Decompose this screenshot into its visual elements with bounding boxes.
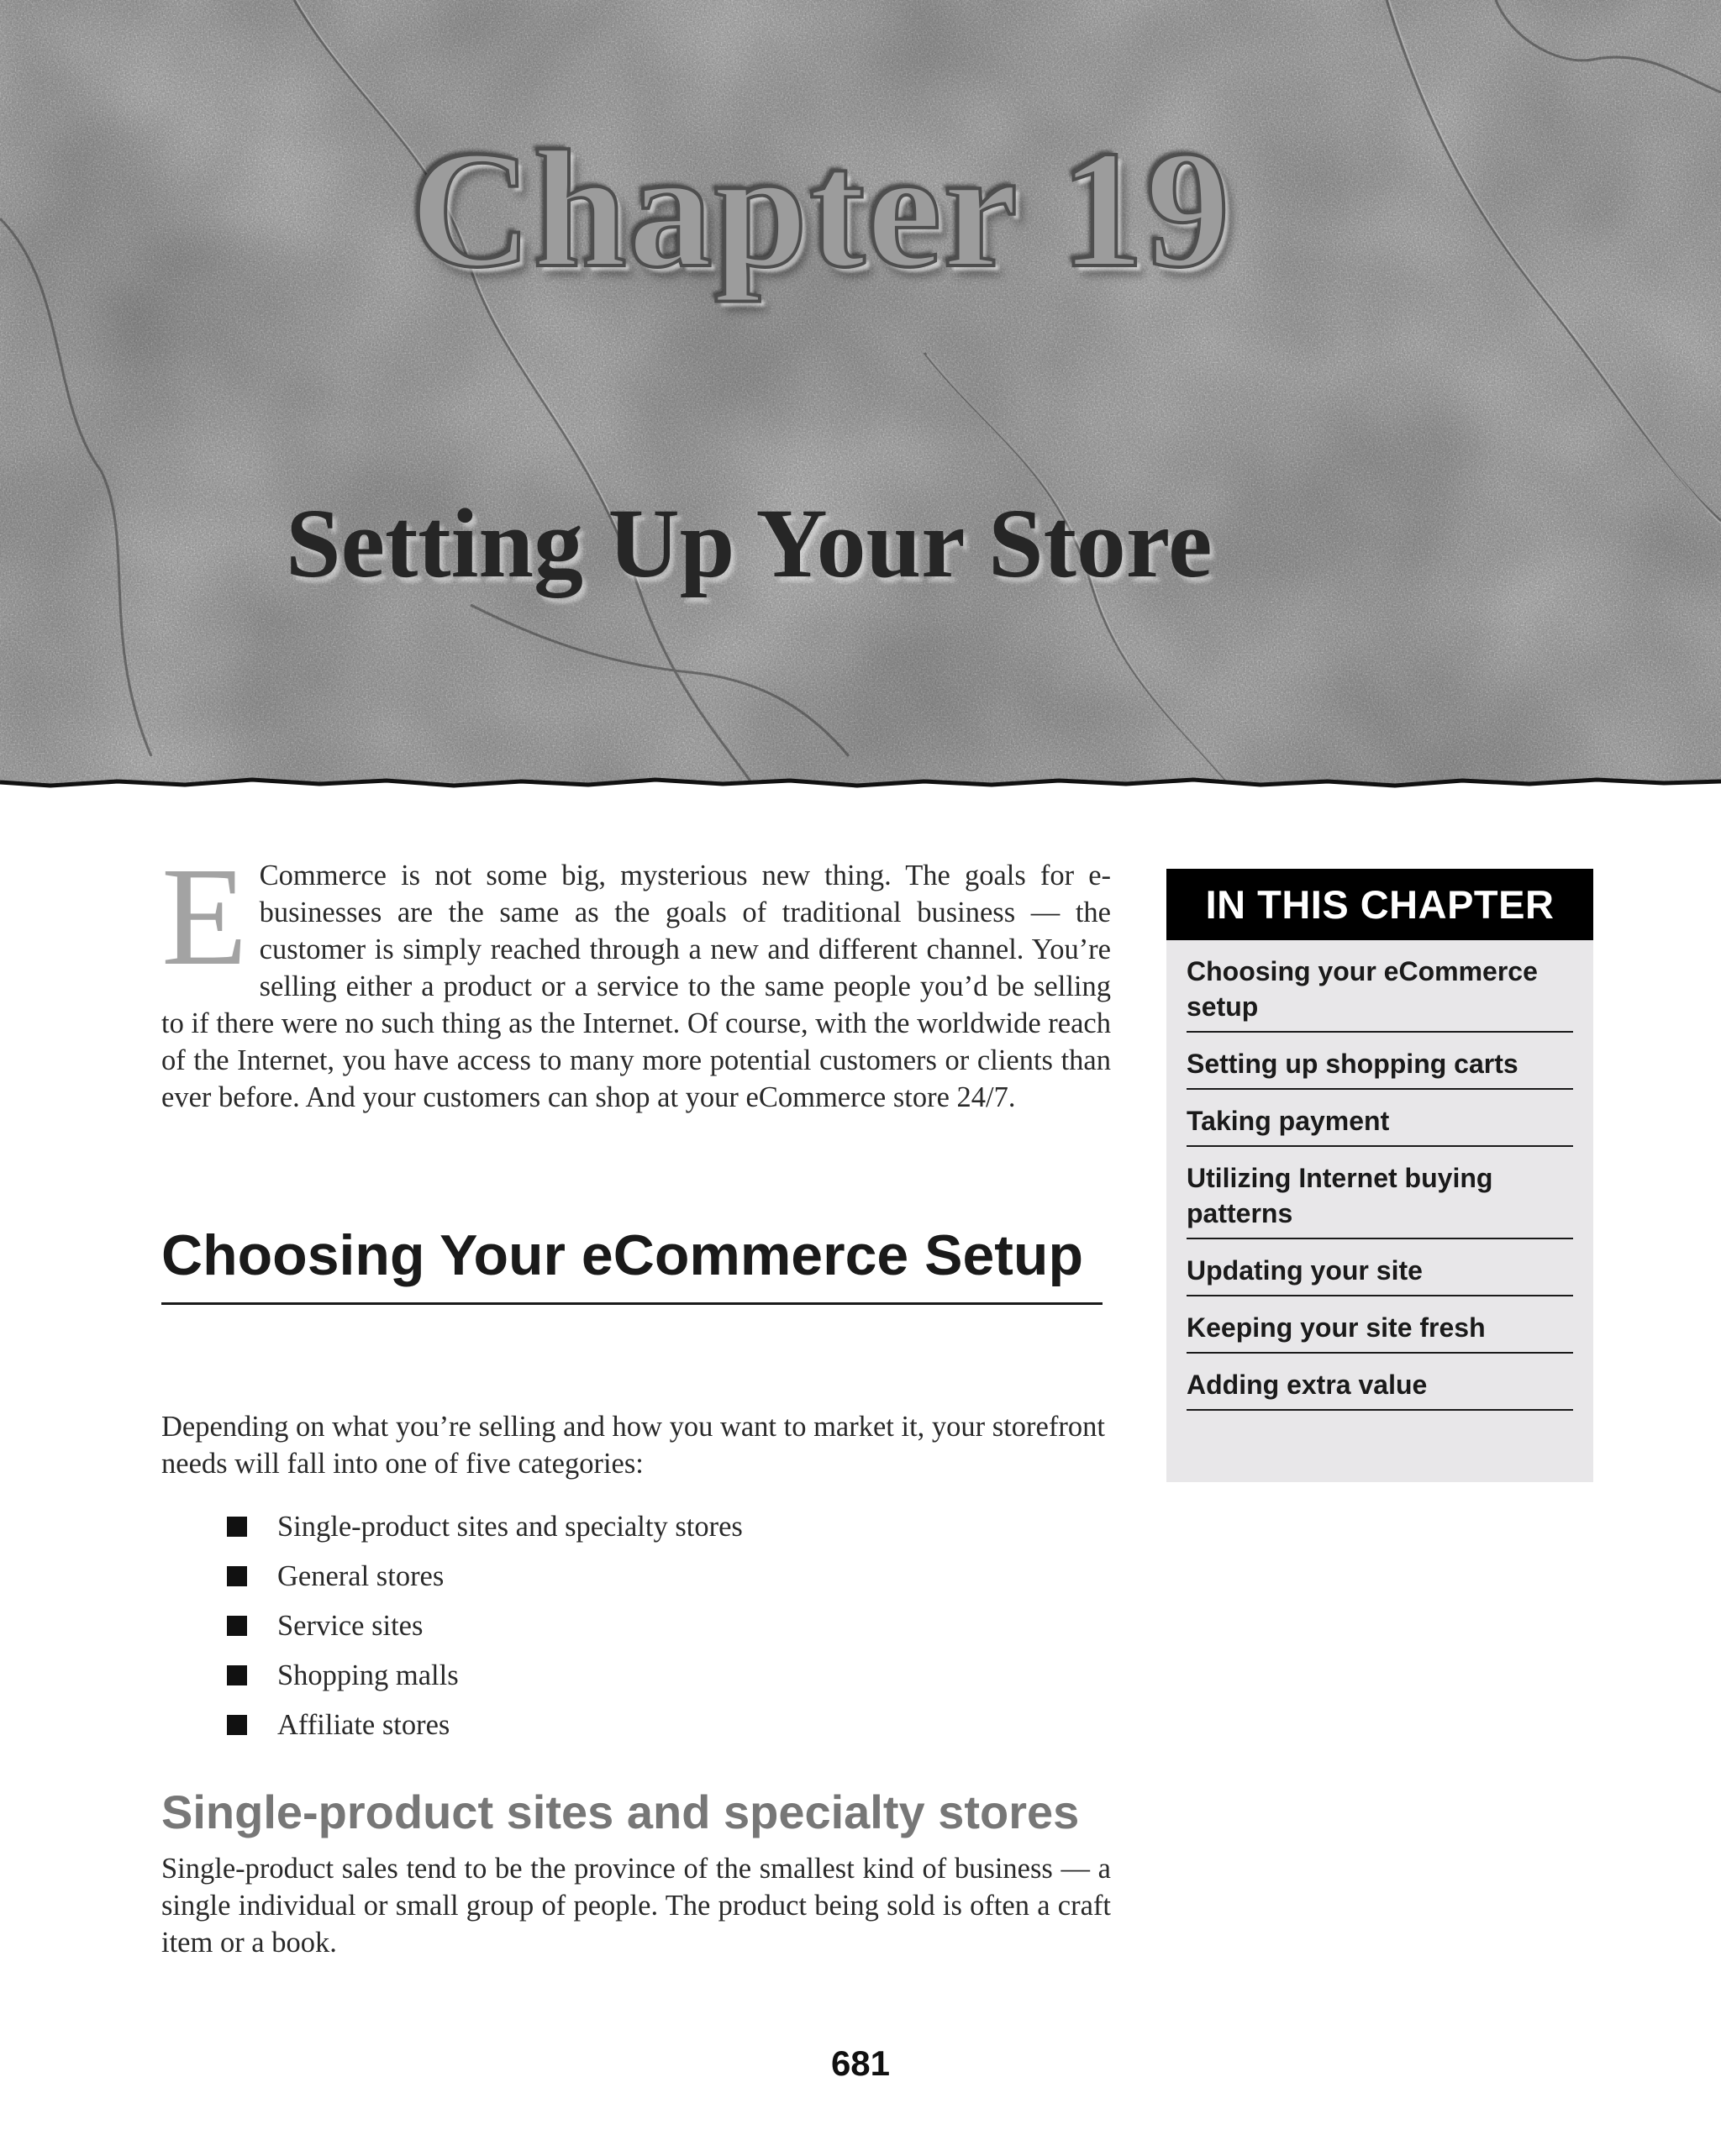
category-bullet-list: [225, 1508, 743, 1756]
square-bullet-icon: [227, 1715, 247, 1735]
bullet-text: Single-product sites and specialty stores: [277, 1511, 743, 1543]
bullet-text: Affiliate stores: [277, 1709, 450, 1741]
bullet-item: [225, 1706, 743, 1756]
section-heading: Choosing Your eCommerce Setup: [161, 1218, 1103, 1305]
sidebar-topic: Setting up shopping carts: [1187, 1033, 1573, 1090]
square-bullet-icon: [227, 1616, 247, 1636]
sidebar-topic-list: [1166, 940, 1593, 1411]
sidebar-topic: Adding extra value: [1187, 1354, 1573, 1411]
chapter-title: Setting Up Your Store: [286, 488, 1213, 598]
intro-paragraph: [161, 839, 1111, 1116]
sidebar-heading: IN THIS CHAPTER: [1166, 869, 1593, 940]
bullet-item: [225, 1558, 743, 1607]
intro-text: Commerce is not some big, mysterious new thing. The goals for e-businesses are the same as the goals of traditional business — the customer is simply reached through a new and different channel. You’re selling either a product or a service to the same people you’d be selling to if there were no such thing as the Internet. Of course, with the worldwide reach of the Internet, you have access to many more potential customers or clients than ever before. And your customers can shop at your eCommerce store 24/7.: [161, 860, 1111, 1113]
subsection-paragraph: Single-product sales tend to be the province of the smallest kind of business — a single individual or small group of people. The product being sold is often a craft item or a book.: [161, 1853, 1111, 1959]
bullet-item: [225, 1508, 743, 1558]
in-this-chapter-sidebar: [1166, 869, 1593, 1482]
bullet-item: [225, 1657, 743, 1706]
square-bullet-icon: [227, 1665, 247, 1685]
chapter-number: Chapter 19: [410, 117, 1232, 302]
chapter-header-banner: [0, 0, 1721, 798]
subsection-heading: Single-product sites and specialty stores: [161, 1785, 1080, 1838]
square-bullet-icon: [227, 1566, 247, 1586]
square-bullet-icon: [227, 1517, 247, 1537]
drop-cap: E: [161, 839, 248, 995]
sidebar-topic: Taking payment: [1187, 1090, 1573, 1147]
bullet-text: General stores: [277, 1560, 445, 1592]
bullet-item: [225, 1607, 743, 1657]
section-paragraph: Depending on what you’re selling and how you want to market it, your storefront needs will fall into one of five categories:: [161, 1411, 1105, 1480]
sidebar-topic: Choosing your eCommerce setup: [1187, 940, 1573, 1033]
bullet-text: Service sites: [277, 1610, 424, 1642]
sidebar-topic: Utilizing Internet buying patterns: [1187, 1147, 1573, 1239]
sidebar-topic: Keeping your site fresh: [1187, 1296, 1573, 1354]
bullet-text: Shopping malls: [277, 1659, 459, 1691]
page-number: 681: [830, 2043, 891, 2083]
sidebar-topic: Updating your site: [1187, 1239, 1573, 1296]
